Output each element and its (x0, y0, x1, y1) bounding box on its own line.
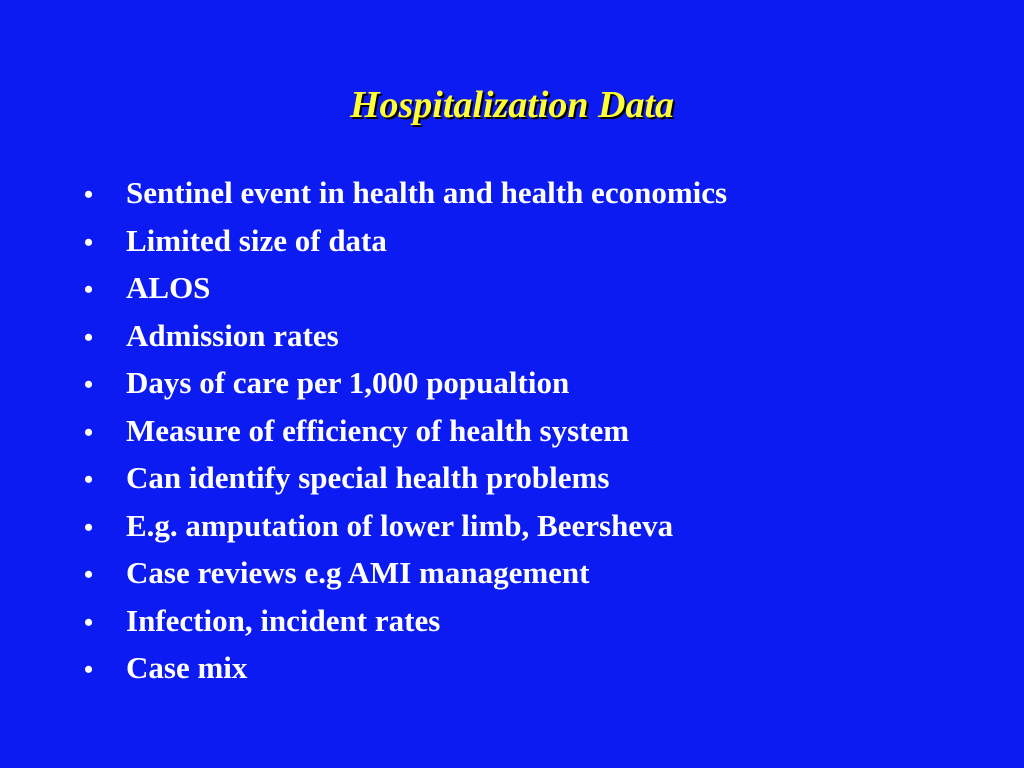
bullet-item (84, 169, 984, 217)
bullet-text: Limited size of data (126, 222, 387, 258)
bullet-item (84, 454, 984, 502)
bullet-marker: • (84, 465, 94, 494)
bullet-text: E.g. amputation of lower limb, Beersheva (126, 507, 674, 543)
bullet-marker: • (84, 227, 94, 257)
bullet-marker: • (84, 370, 94, 399)
bullet-item (84, 597, 984, 645)
bullet-marker: • (84, 607, 94, 637)
bullet-text: Can identify special health problems (126, 460, 610, 495)
bullet-item (84, 312, 984, 360)
bullet-item (84, 549, 984, 597)
bullet-list (84, 169, 984, 692)
bullet-item (84, 502, 984, 550)
bullet-text: Case reviews e.g AMI management (126, 555, 590, 590)
bullet-item (84, 217, 984, 265)
bullet-text: Infection, incident rates (126, 602, 441, 638)
bullet-text: Admission rates (126, 317, 339, 353)
bullet-item (84, 644, 984, 692)
slide-title: Hospitalization Data (349, 84, 675, 126)
bullet-marker: • (84, 512, 94, 542)
bullet-item (84, 264, 984, 312)
bullet-text: Measure of efficiency of health system (126, 412, 630, 448)
bullet-text: ALOS (126, 270, 211, 305)
bullet-text: Sentinel event in health and health economics (126, 175, 728, 210)
bullet-text: Days of care per 1,000 popualtion (126, 365, 570, 400)
bullet-item (84, 407, 984, 455)
bullet-marker: • (84, 180, 94, 209)
bullet-marker: • (84, 417, 94, 447)
bullet-marker: • (84, 655, 94, 684)
bullet-item (84, 359, 984, 407)
bullet-marker: • (84, 560, 94, 589)
bullet-marker: • (84, 322, 94, 352)
bullet-text: Case mix (126, 650, 248, 685)
bullet-marker: • (84, 275, 94, 304)
